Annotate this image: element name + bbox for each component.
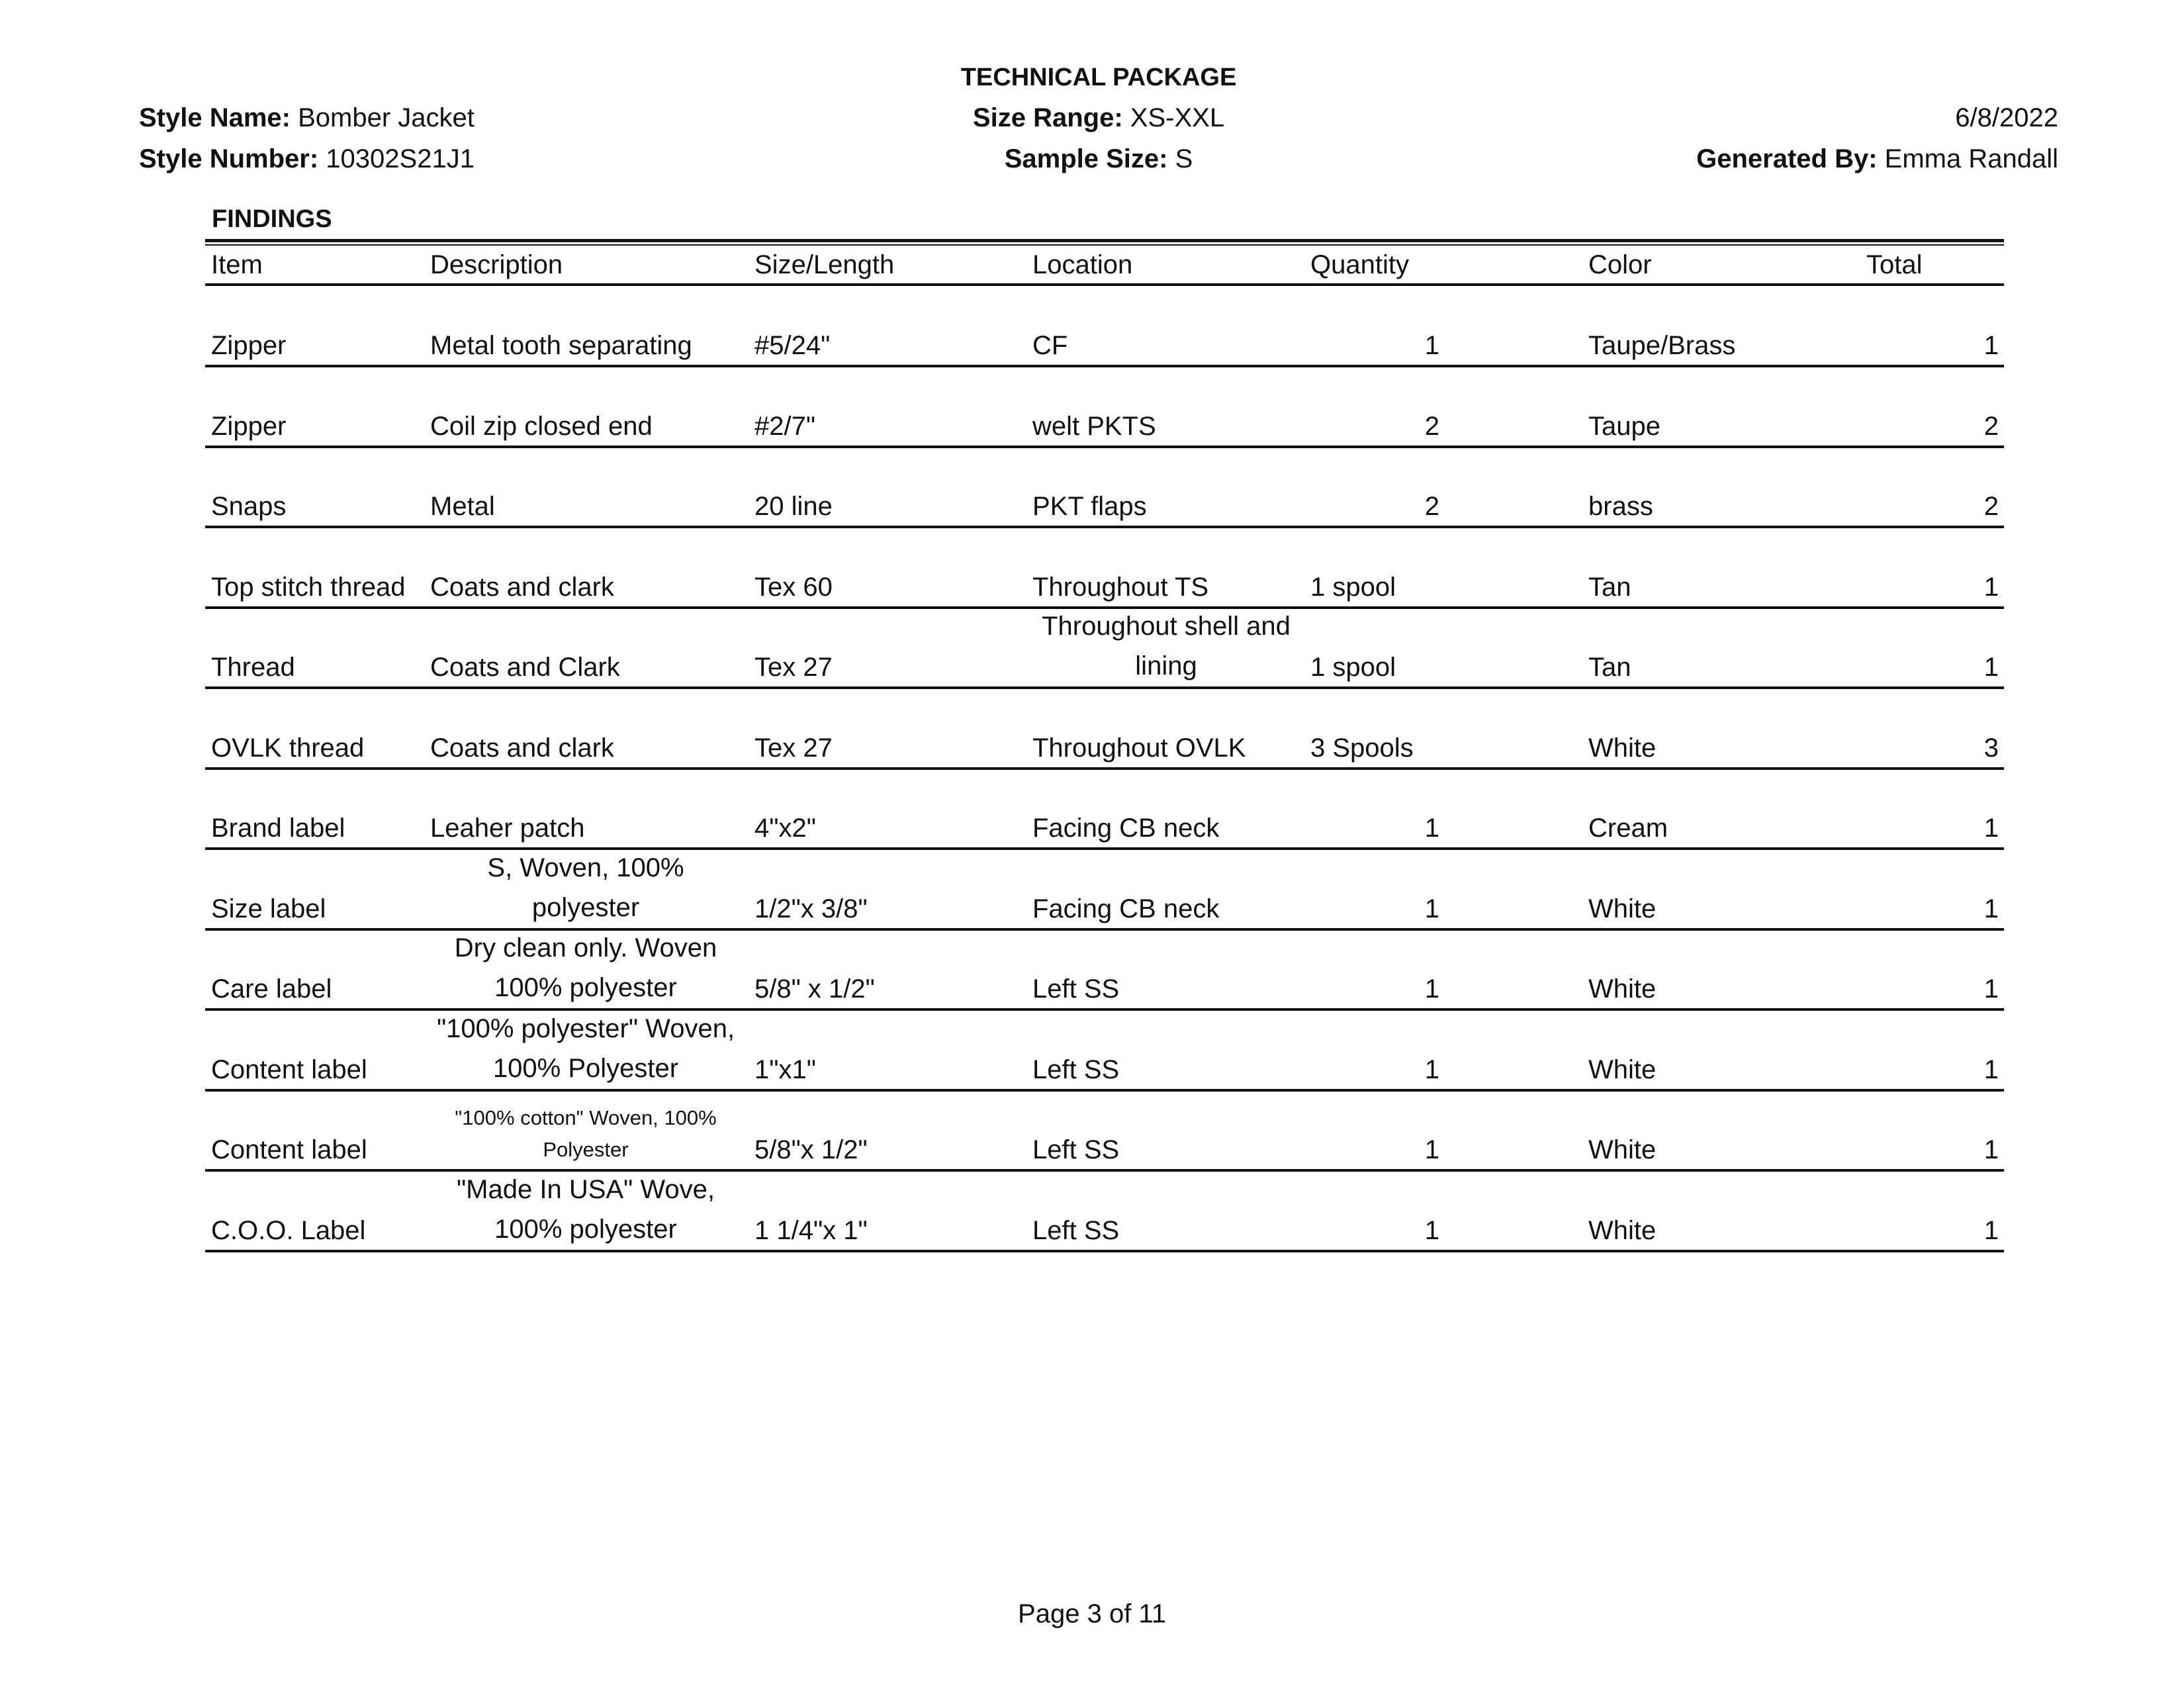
cell-size: Tex 60 [754, 573, 833, 602]
col-header-total: Total [1866, 250, 1923, 279]
row-divider [205, 1089, 2004, 1092]
header-top-rule-thin [205, 244, 2004, 246]
cell-description: Metal [430, 492, 495, 521]
cell-location: Left SS [1032, 974, 1120, 1004]
col-header-quantity: Quantity [1310, 250, 1409, 279]
cell-description: Leaher patch [430, 814, 585, 843]
row-divider [205, 686, 2004, 689]
cell-quantity: 1 [1424, 814, 1439, 843]
cell-quantity: 1 [1424, 331, 1439, 360]
cell-item: Zipper [211, 412, 287, 441]
cell-location: PKT flaps [1032, 492, 1147, 521]
cell-color: Cream [1588, 814, 1668, 843]
cell-total: 1 [1983, 894, 1999, 923]
cell-color: Taupe [1588, 412, 1661, 441]
page-number: Page 3 of 11 [1018, 1599, 1166, 1628]
size-range-label: Size Range: [972, 103, 1123, 132]
cell-color: brass [1588, 492, 1653, 521]
cell-description: S, Woven, 100% polyester [487, 853, 684, 922]
generated-by-value: Emma Randall [1884, 144, 2058, 173]
cell-description: "Made In USA" Wove, 100% polyester [456, 1175, 715, 1244]
cell-size: #5/24" [754, 331, 831, 360]
row-divider [205, 767, 2004, 770]
col-header-color: Color [1588, 250, 1652, 279]
cell-item: Zipper [211, 331, 287, 360]
cell-description: Metal tooth separating [430, 331, 692, 360]
col-header-location: Location [1032, 250, 1133, 279]
sample-size-label: Sample Size: [1004, 144, 1168, 173]
cell-item: C.O.O. Label [211, 1216, 366, 1245]
sample-size [1005, 146, 1193, 172]
cell-location: Throughout TS [1032, 573, 1209, 602]
cell-size: 1 1/4"x 1" [754, 1216, 868, 1245]
cell-size: 5/8"x 1/2" [754, 1135, 868, 1164]
cell-total: 2 [1983, 412, 1999, 441]
cell-color: White [1588, 894, 1657, 923]
document-title: TECHNICAL PACKAGE [960, 64, 1237, 91]
findings-title: FINDINGS [212, 205, 332, 233]
date: 6/8/2022 [1955, 103, 2058, 132]
cell-quantity: 1 [1424, 1055, 1439, 1084]
cell-total: 1 [1983, 1135, 1999, 1164]
cell-description: "100% cotton" Woven, 100% Polyester [455, 1106, 717, 1161]
cell-description: Coil zip closed end [430, 412, 653, 441]
cell-total: 1 [1983, 331, 1999, 360]
header-top-rule [205, 239, 2004, 242]
cell-size: 5/8" x 1/2" [754, 974, 875, 1004]
cell-quantity: 2 [1424, 492, 1439, 521]
cell-quantity: 1 spool [1310, 573, 1396, 602]
cell-total: 1 [1983, 1055, 1999, 1084]
cell-color: White [1588, 1216, 1657, 1245]
cell-item: OVLK thread [211, 733, 365, 763]
cell-size: 1"x1" [754, 1055, 816, 1084]
cell-color: White [1588, 1055, 1657, 1084]
cell-color: White [1588, 1135, 1657, 1164]
col-header-item: Item [211, 250, 263, 279]
cell-total: 1 [1983, 1216, 1999, 1245]
cell-description: "100% polyester" Woven, 100% Polyester [436, 1014, 735, 1083]
row-divider [205, 445, 2004, 448]
cell-total: 1 [1983, 573, 1999, 602]
cell-total: 1 [1983, 653, 1999, 682]
cell-size: Tex 27 [754, 653, 833, 682]
cell-location: Facing CB neck [1032, 814, 1220, 843]
cell-size: 1/2"x 3/8" [754, 894, 868, 923]
generated-by-label: Generated By: [1696, 144, 1878, 173]
row-divider [205, 365, 2004, 367]
cell-location: CF [1032, 331, 1068, 360]
generated-by [1696, 146, 2058, 172]
cell-color: White [1588, 974, 1657, 1004]
cell-location: welt PKTS [1032, 412, 1156, 441]
cell-item: Snaps [211, 492, 287, 521]
style-number [139, 146, 475, 172]
cell-quantity: 1 [1424, 1216, 1439, 1245]
cell-description: Coats and clark [430, 573, 614, 602]
cell-item: Care label [211, 974, 332, 1004]
cell-quantity: 1 [1424, 974, 1439, 1004]
cell-item: Thread [211, 653, 295, 682]
cell-quantity: 3 Spools [1310, 733, 1414, 763]
cell-total: 3 [1983, 733, 1999, 763]
row-divider [205, 526, 2004, 528]
cell-color: Tan [1588, 653, 1631, 682]
cell-location: Facing CB neck [1032, 894, 1220, 923]
cell-total: 2 [1983, 492, 1999, 521]
cell-total: 1 [1983, 814, 1999, 843]
cell-color: White [1588, 733, 1657, 763]
cell-quantity: 1 spool [1310, 653, 1396, 682]
style-number-value: 10302S21J1 [326, 144, 475, 173]
style-name-value: Bomber Jacket [298, 103, 475, 132]
size-range [973, 105, 1224, 131]
cell-location: Throughout OVLK [1032, 733, 1246, 763]
size-range-value: XS-XXL [1130, 103, 1225, 132]
cell-color: Tan [1588, 573, 1631, 602]
cell-description: Coats and Clark [430, 653, 620, 682]
cell-size: 4"x2" [754, 814, 816, 843]
cell-location: Left SS [1032, 1135, 1120, 1164]
cell-size: Tex 27 [754, 733, 833, 763]
cell-item: Brand label [211, 814, 345, 843]
sample-size-value: S [1175, 144, 1193, 173]
cell-quantity: 1 [1424, 1135, 1439, 1164]
cell-item: Content label [211, 1135, 367, 1164]
cell-description: Coats and clark [430, 733, 614, 763]
cell-location: Left SS [1032, 1055, 1120, 1084]
style-name [139, 105, 475, 131]
cell-quantity: 1 [1424, 894, 1439, 923]
col-header-description: Description [430, 250, 563, 279]
cell-location: Throughout shell and lining [1042, 612, 1291, 680]
cell-color: Taupe/Brass [1588, 331, 1736, 360]
cell-total: 1 [1983, 974, 1999, 1004]
col-header-size: Size/Length [754, 250, 895, 279]
style-name-label: Style Name: [139, 103, 291, 132]
row-divider [205, 1250, 2004, 1252]
cell-item: Top stitch thread [211, 573, 406, 602]
cell-item: Content label [211, 1055, 367, 1084]
cell-item: Size label [211, 894, 326, 923]
cell-quantity: 2 [1424, 412, 1439, 441]
header-bottom-rule [205, 283, 2004, 286]
cell-location: Left SS [1032, 1216, 1120, 1245]
cell-size: #2/7" [754, 412, 816, 441]
cell-description: Dry clean only. Woven 100% polyester [454, 933, 717, 1002]
cell-size: 20 line [754, 492, 833, 521]
style-number-label: Style Number: [139, 144, 319, 173]
